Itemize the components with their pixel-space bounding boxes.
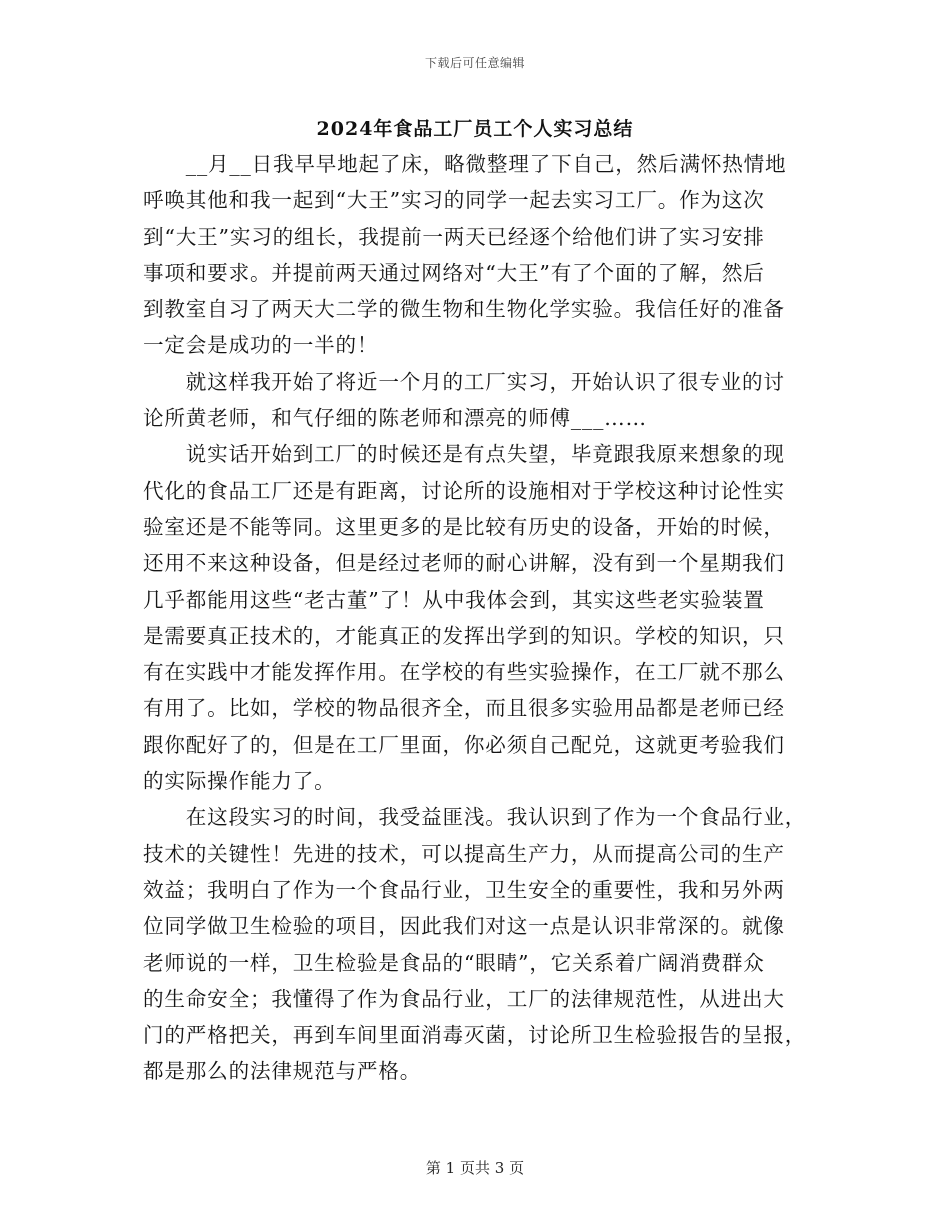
text-line: 代化的食品工厂还是有距离，讨论所的设施相对于学校这种讨论性实: [143, 478, 785, 503]
text-line: 跟你配好了的，但是在工厂里面，你必须自己配兑，这就更考验我们: [143, 732, 785, 757]
text-line: 的实际操作能力了。: [143, 769, 336, 794]
text-line: 事项和要求。并提前两天通过网络对“大王”有了个面的了解，然后: [143, 260, 765, 285]
document-title: 2024年食品工厂员工个人实习总结: [316, 118, 634, 140]
text-line: 几乎都能用这些“老古董”了！从中我体会到，其实这些老实验装置: [143, 587, 765, 612]
text-line: 老师说的一样，卫生检验是食品的“眼睛”，它关系着广阔消费群众: [143, 950, 765, 975]
paragraph-3: [143, 436, 807, 799]
text-line: 有用了。比如，学校的物品很齐全，而且很多实验用品都是老师已经: [143, 696, 785, 721]
text-line: 技术的关键性！先进的技术，可以提高生产力，从而提高公司的生产: [143, 841, 785, 866]
text-line: 的生命安全；我懂得了作为食品行业，工厂的法律规范性，从进出大: [143, 986, 785, 1011]
text-line: 就这样我开始了将近一个月的工厂实习，开始认识了很专业的讨: [143, 369, 785, 394]
text-line: 在这段实习的时间，我受益匪浅。我认识到了作为一个食品行业，: [143, 805, 807, 830]
text-line: 是需要真正技术的，才能真正的发挥出学到的知识。学校的知识，只: [143, 623, 785, 648]
text-line: 到教室自习了两天大二学的微生物和生物化学实验。我信任好的准备: [143, 297, 785, 322]
text-line: 位同学做卫生检验的项目，因此我们对这一点是认识非常深的。就像: [143, 914, 785, 939]
text-line: 效益；我明白了作为一个食品行业，卫生安全的重要性，我和另外两: [143, 877, 785, 902]
text-line: 到“大王”实习的组长，我提前一两天已经逐个给他们讲了实习安排: [143, 224, 765, 249]
text-line: 还用不来这种设备，但是经过老师的耐心讲解，没有到一个星期我们: [143, 551, 785, 576]
paragraph-1: [143, 146, 807, 364]
text-line: 一定会是成功的一半的！: [143, 333, 379, 358]
text-line: 有在实践中才能发挥作用。在学校的有些实验操作，在工厂就不那么: [143, 660, 785, 685]
text-line: 论所黄老师，和气仔细的陈老师和漂亮的师傅___……: [143, 406, 647, 431]
page-footer: 第 1 页共 3 页: [425, 1159, 525, 1177]
document-body: [143, 146, 807, 1090]
text-line: __月__日我早早地起了床，略微整理了下自己，然后满怀热情地: [143, 152, 787, 176]
paragraph-2: [143, 364, 807, 437]
text-line: 呼唤其他和我一起到“大王”实习的同学一起去实习工厂。作为这次: [143, 188, 765, 213]
header-note: 下载后可任意编辑: [424, 56, 525, 70]
text-line: 说实话开始到工厂的时候还是有点失望，毕竟跟我原来想象的现: [143, 442, 785, 467]
text-line: 验室还是不能等同。这里更多的是比较有历史的设备，开始的时候，: [143, 514, 785, 539]
text-line: 门的严格把关，再到车间里面消毒灭菌，讨论所卫生检验报告的呈报，: [143, 1023, 807, 1048]
text-line: 都是那么的法律规范与严格。: [143, 1059, 422, 1084]
paragraph-4: [143, 799, 807, 1089]
